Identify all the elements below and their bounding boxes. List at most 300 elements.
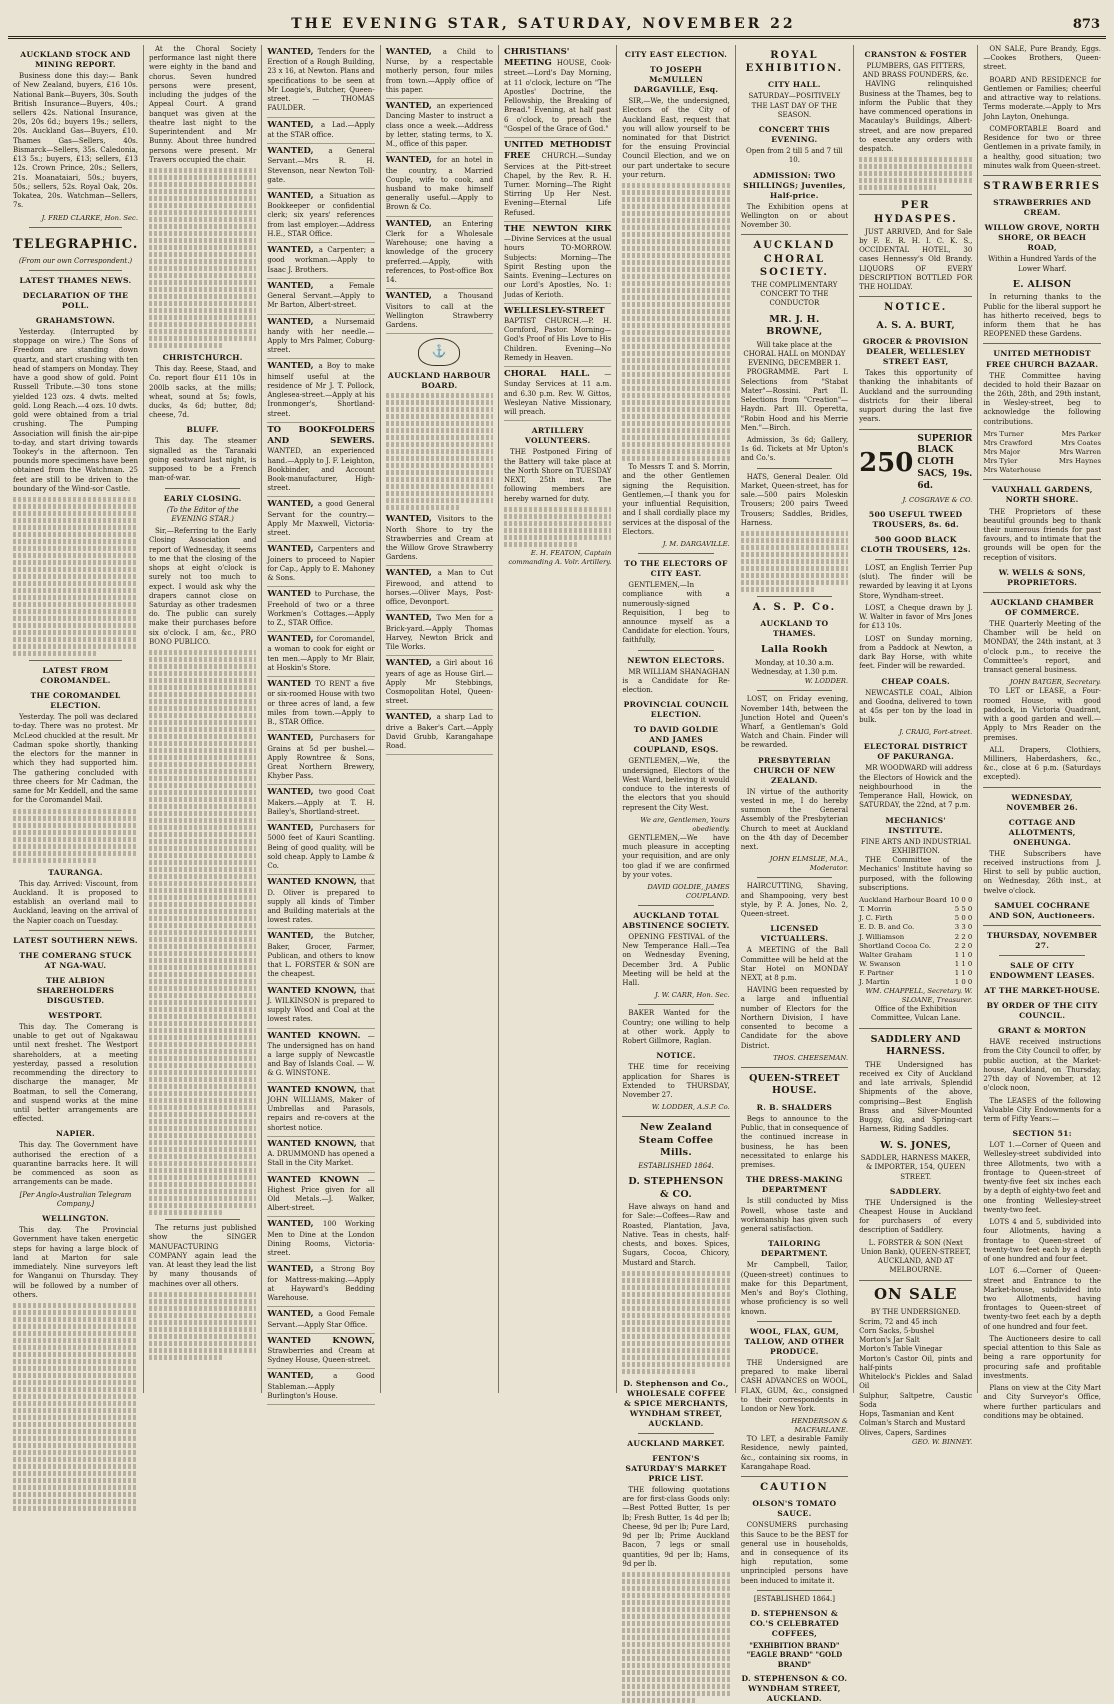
exhibition-office: Office of the Exhibition Committee, Vulcan Lane. <box>871 1005 961 1023</box>
subscription-amount: 10 0 0 <box>950 896 973 905</box>
city-east-addressee: TO JOSEPH McMULLEN DARGAVILLE, Esq. <box>633 65 719 95</box>
black-trousers-ad: 500 GOOD BLACK CLOTH TROUSERS, 12s. <box>860 534 971 554</box>
concert-heading: CONCERT THIS EVENING. <box>758 125 831 145</box>
ad-text: a Good Female Servant.—Apply Star Office. <box>267 1310 375 1329</box>
ad-lead: WANTED, <box>385 47 443 57</box>
coromandel-report: Yesterday. The poll was declared to-day. There was no protest. Mr McLeod chuckled at the result. Mr Cadman spoke shortly, thanking the electors for the manner in which they had supported him. The gathering concluded with three cheers for Mr Cadman, the same for Mr Keddell, and the same for the Coromandel Mail. <box>13 713 138 805</box>
binney-signature: GEO. W. BINNEY. <box>912 1437 973 1446</box>
ad-text: a Boy to make himself useful at the residence of Mr J. T. Pollock, Anglesea-street.—Apply at his Ironmonger's, Shortland-street. <box>267 362 375 418</box>
alison-name: E. ALISON <box>1012 278 1072 290</box>
asp-route: AUCKLAND TO THAMES. <box>760 619 829 639</box>
classified-ad <box>267 587 374 632</box>
market-prices: THE following quotations are for first-class Goods only:—Best Potted Butter, 1s per lb; Fresh Butter, 1s 4d per lb; Cheese, 9d per lb; Pure Lard, 9d per lb; Prime Auckland Bacon, 7 legs or small quantities, 9d per lb; Hams, 9d per lb. <box>622 1485 730 1568</box>
classified-ad <box>386 566 493 611</box>
bazaar-text: THE Committee having decided to hold their Bazaar on the 26th, 28th, and 29th instant, in Wesley-street, beg to acknowledge the following contributions. <box>983 371 1102 426</box>
endowment-heading: SALE OF CITY ENDOWMENT LEASES. <box>989 961 1095 981</box>
forster-signature: L. FORSTER & SON (Next Union Bank), QUEEN-STREET, AUCKLAND, AND AT MELBOURNE. <box>860 1238 971 1275</box>
poll-heading: DECLARATION OF THE POLL. <box>22 290 129 310</box>
city-east-heading: CITY EAST ELECTION. <box>624 50 728 59</box>
ad-lead: WANTED KNOWN. <box>267 1030 368 1041</box>
coffee-brands: "EXHIBITION BRAND" "EAGLE BRAND" "GOLD BRAND" <box>746 1641 843 1669</box>
ad-lead: UNITED METHODIST FREE <box>504 140 612 162</box>
chamber-text: THE Quarterly Meeting of the Chamber will be held on MONDAY, the 24th instant, at 3 o'clock p.m., to receive the Committee's report, and transact general business. <box>983 619 1102 675</box>
telegraphic-heading: TELEGRAPHIC. <box>13 236 139 252</box>
artillery-heading: ARTILLERY VOLUNTEERS. <box>524 426 591 446</box>
ad-lead: WANTED <box>267 589 315 600</box>
on-sale-item: Olives, Capers, Sardines <box>859 1428 947 1437</box>
subscriber-name: F. Partner <box>859 968 894 977</box>
board-ad: BOARD AND RESIDENCE for Gentlemen or Families; cheerful and attractive way to relations. Terms moderate.—Apply to Mrs John Layton, Onehunga. <box>983 75 1102 121</box>
ad-text: that J. WILKINSON is prepared to supply Wood and Coal at the lowest rates. <box>267 986 375 1024</box>
royal-note: The Exhibition opens at Wellington on or about November 30. <box>740 202 849 230</box>
on-sale-item: Corn Sacks, 5-bushel <box>859 1326 935 1335</box>
subscription-amount: 1 0 0 <box>954 978 973 987</box>
subscriber-name: Auckland Harbour Board <box>859 896 947 905</box>
ad-text: that JOHN WILLIAMS, Maker of Umbrellas and Parasols, repairs and re-covers at the shortest notice. <box>267 1085 375 1132</box>
ad-text: that A. DRUMMOND has opened a Stall in the City Market. <box>267 1139 375 1168</box>
ad-lead: WANTED, <box>267 823 320 834</box>
classified-ad <box>267 315 374 360</box>
wells-signature: W. WELLS & SONS, PROPRIETORS. <box>998 567 1086 587</box>
classified-ad <box>267 189 374 243</box>
ad-lead: WANTED, <box>267 191 320 201</box>
candidate-notice: HAVING been requested by a large and influential number of Electors for the Northern Division, I have consented to become a Candidate for the above District. <box>740 986 849 1050</box>
signatory-list <box>622 183 729 461</box>
classified-ad <box>386 611 493 656</box>
classified-ad <box>267 1307 374 1333</box>
ad-lead: WANTED, <box>385 218 443 229</box>
ad-text: a Nursemaid handy with her needle.—Apply to Mrs Palmer, Coburg-street. <box>267 317 375 355</box>
ad-lead: WANTED, <box>267 280 330 291</box>
ad-lead: WANTED KNOWN, <box>267 877 361 888</box>
mechanics-heading: MECHANICS' INSTITUTE. <box>885 815 947 835</box>
city-hall-heading: CITY HALL. <box>768 80 821 90</box>
subscription-row <box>859 905 972 914</box>
tailoring-heading: TAILORING DEPARTMENT. <box>760 1239 828 1259</box>
alison-text: In returning thanks to the Public for the liberal support he has hitherto received, begs to inform them that he has REOPENED these Gardens. <box>983 293 1102 339</box>
ad-lead: WANTED, <box>267 119 322 130</box>
classified-ad <box>267 1137 374 1173</box>
provincial-requisition: GENTLEMEN,—We, the undersigned, Electors of the West Ward, believing it would conduce to the interests of the electors that you should represent the City West. <box>622 757 730 812</box>
ad-text: —Highest Price given for all Old Metals.—J. Walker, Albert-street. <box>267 1175 375 1213</box>
classified-ad <box>267 875 374 929</box>
candidate-signature: THOS. CHEESEMAN. <box>773 1053 849 1062</box>
ad-text: an Entering Clerk for a Wholesale Warehouse; one having a knowledge of the grocery preferred.—Apply, with references, to Post-office Box 14. <box>385 219 494 285</box>
classified-ad <box>267 984 374 1029</box>
classified-ad <box>386 512 493 566</box>
subscriber-name: Shortland Cocoa Co. <box>859 941 932 950</box>
classified-ad <box>267 497 374 542</box>
ad-text: a Good Stableman.—Apply Burlington's House. <box>267 1372 375 1400</box>
vauxhall-text: THE Proprietors of these beautiful grounds beg to thank their numerous friends for past favours, and to intimate that the grounds will be open for the reception of visitors. <box>983 507 1102 562</box>
column-6 <box>617 45 735 1568</box>
established-note: [ESTABLISHED 1864.] <box>753 1594 835 1603</box>
bazaar-lady-row <box>983 466 1101 475</box>
westport-heading: WESTPORT. <box>48 1010 103 1020</box>
mechanics-signature: WM. CHAPPELL, Secretary. W. SLOANE, Treasurer. <box>865 987 973 1005</box>
ad-lead: WANTED KNOWN, <box>267 1138 361 1149</box>
page-number: 873 <box>1072 17 1100 32</box>
caution-text: CONSUMERS purchasing this Sauce to be the BEST for general use in households, and in consequence of its high reputation, some unprincipled persons have been induced to imitate it. <box>740 1521 849 1585</box>
classified-ad <box>504 222 611 304</box>
columns <box>8 45 1106 1703</box>
ad-text: a Man to Cut Firewood, and attend to horses.—Oliver Mays, Post-office, Devonport. <box>385 569 494 607</box>
artillery-notice: THE Postponed Firing of the Battery will take place at the North Shore on TUESDAY NEXT, 25th inst. The following members are hereby warned for duty. <box>504 448 612 503</box>
royal-exhibition-heading: ROYAL EXHIBITION. <box>745 50 844 75</box>
coffee-mills-text: Have always on hand and for Sale:—Coffees—Raw and Roasted, Plantation, Java, Native. Teas in chests, half-chests, and boxes. Spices, Sugars, Cocoa, Chicory, Mustard and Starch. <box>622 1203 730 1267</box>
asp-signature: W. LODDER. <box>804 677 849 686</box>
c4-bottom-ads <box>386 512 493 755</box>
classified-ad <box>504 304 611 367</box>
city-east-requisition: SIR,—We, the undersigned, Electors of the City of Auckland East, request that you will allow yourself to be nominated for that District for the ensuing Provincial Council Election, and we on our part undertake to secure your return. <box>622 97 730 179</box>
subscriber-name: J. Martin <box>859 978 890 987</box>
abstinence-notice: OPENING FESTIVAL of the New Temperance Hall.—Tea on Wednesday Evening, December 3rd. A Public Meeting will be held at the Hall. <box>622 932 730 988</box>
ad-lead: WANTED, <box>267 634 317 645</box>
saddlery2-text: THE Undersigned is the Cheapest House in Auckland for purchasers of every description of Saddlery. <box>859 1198 973 1235</box>
newton-notice: MR WILLIAM SHANAGHAN is a Candidate for Re-election. <box>622 667 730 695</box>
subscription-amount: 1 1 0 <box>954 968 973 977</box>
christchurch-heading: CHRISTCHURCH. <box>162 353 243 363</box>
coromandel-election-heading: THE COROMANDEL ELECTION. <box>30 691 121 711</box>
choral-heading: AUCKLAND CHORAL SOCIETY. <box>753 240 836 278</box>
ad-lead: WANTED, <box>267 245 319 256</box>
classified-ad <box>267 1083 374 1137</box>
ad-lead: WANTED KNOWN <box>267 1174 368 1185</box>
abstinence-signature: J. W. CARR, Hon. Sec. <box>655 991 730 1000</box>
subscription-row <box>859 969 972 978</box>
classified-ad <box>267 821 374 875</box>
column-7 <box>736 45 854 1703</box>
bazaar-lady: Mrs Crawford <box>983 439 1033 448</box>
bazaar-lady: Mrs Warren <box>1059 448 1102 457</box>
willow-sub: Within a Hundred Yards of the Lower Wharf. <box>988 255 1097 273</box>
on-sale-item: Scrim, 72 and 45 inch <box>859 1317 938 1326</box>
vauxhall-heading: VAUXHALL GARDENS, NORTH SHORE. <box>991 485 1093 505</box>
ad-text: Carpenters and Joiners to proceed to Napier for Cap., Apply to E. Mahoney & Sons. <box>267 545 375 583</box>
ad-text: to Purchase, the Freehold of two or a three Workmen's Cottages.—Apply to Z., STAR Office. <box>267 590 375 627</box>
jones-name: W. S. JONES, <box>880 1139 952 1151</box>
subscriber-name: J. Williamson <box>859 932 905 941</box>
bazaar-ladies <box>983 430 1101 476</box>
subscription-row <box>859 933 972 942</box>
classified-ad <box>267 785 374 821</box>
on-sale-item: Hops, Tasmanian and Kent <box>859 1410 955 1419</box>
newspaper-title: THE EVENING STAR, SATURDAY, NOVEMBER 22 <box>291 16 796 32</box>
grant-morton-heading: GRANT & MORTON <box>998 1026 1087 1036</box>
cranston-heading: CRANSTON & FOSTER <box>864 50 967 59</box>
subscription-row <box>859 951 972 960</box>
bluff-report: This day. The steamer signalled as the Taranaki going eastward last night, is supposed to be a French man-of-war. <box>149 437 257 483</box>
ad-text: Purchasers for 5000 feet of Kauri Scantling. Being of good quality, will be sold cheap. Apply to Lambe & Co. <box>267 824 375 871</box>
on-sale-item: Whitelock's Pickles and Salad Oil <box>859 1373 973 1391</box>
text-filler <box>859 157 972 190</box>
early-closing-heading: EARLY CLOSING. <box>163 493 242 503</box>
bazaar-lady-row <box>983 448 1101 457</box>
ad-lead: WANTED, <box>385 712 437 723</box>
stock-heading: AUCKLAND STOCK AND MINING REPORT. <box>20 50 131 70</box>
comfortable-ad: COMFORTABLE Board and Residence for two or three Gentlemen in a private family, in a healthy, good situation; two minutes walk from Queen-street. <box>983 124 1102 170</box>
strawberries-heading: STRAWBERRIES <box>983 181 1102 193</box>
text-filler <box>741 531 848 592</box>
on-sale-item: Morton's Table Vinegar <box>859 1345 943 1354</box>
market-heading: AUCKLAND MARKET. <box>627 1438 725 1448</box>
ad-lead: WANTED, <box>267 544 318 555</box>
subscription-amount: 5 5 0 <box>954 905 973 914</box>
woodward-notice: MR WOODWARD will address the Electors of Howick and the neighbourhood in the Temperance Hall, Howick, on SATURDAY, the 22nd, at 7 p.m. <box>859 764 973 810</box>
classified-ad <box>386 153 493 216</box>
wool-signature: HENDERSON & MACFARLANE. <box>791 1417 849 1435</box>
ad-lead: WANTED, <box>267 931 324 942</box>
singer-notice: The returns just published show the SINGER MANUFACTURING COMPANY again lead the van. At least they lead the list by many thousands of machines over all others. <box>149 1224 257 1288</box>
ad-lead: TO BOOKFOLDERS AND SEWERS. <box>267 424 375 447</box>
wellington-heading: WELLINGTON. <box>42 1214 109 1224</box>
ad-lead: WANTED, <box>385 101 437 112</box>
harbour-board-heading: AUCKLAND HARBOUR BOARD. <box>387 371 491 391</box>
drapers-notice: ALL Drapers, Clothiers, Milliners, Haberdashers, &c., &c., close at 6 p.m. (Saturdays excepted). <box>983 745 1102 782</box>
ad-text: a Girl about 16 years of age as House Girl.—Apply Mr Stebbings, Cosmopolitan Hotel, Queen-street. <box>385 659 494 706</box>
shalders-text: Begs to announce to the Public, that in consequence of the continued increase in business, he has been necessitated to enlarge his premises. <box>740 1114 849 1170</box>
royal-sub: SATURDAY—POSITIVELY THE LAST DAY OF THE SEASON. <box>748 92 841 119</box>
c4-top-ads <box>386 45 493 334</box>
press-association: [Per Anglo-Australian Telegram Company.] <box>19 1190 132 1208</box>
classified-ad <box>267 45 374 118</box>
column-1 <box>8 45 144 1393</box>
column-8 <box>854 45 978 1446</box>
ad-lead: WANTED, <box>267 1264 321 1275</box>
city-east-reply: To Messrs T. and S. Morrin, and the other Gentlemen signing the Requisition. Gentlemen,—I thank you for your influential Requisition, and I shall cordially place my services at the disposal of the Electors. <box>622 463 730 536</box>
ad-lead: CHRISTIANS' MEETING <box>504 47 570 69</box>
electors-address: GENTLEMEN,—In compliance with a numerously-signed Requisition, I beg to announce myself as a Candidate for election. Yours, faithfully, <box>622 581 730 645</box>
masthead <box>8 6 1106 39</box>
ad-text: Strawberries and Cream at Sydney House, Queen-street. <box>267 1346 375 1365</box>
ad-text: Purchasers for Grains at 5d per bushel.—Apply Rowntree & Sons, Great Northern Brewery, Khyber Pass. <box>267 734 375 781</box>
ad-text: a General Servant.—Mrs R. H. Stevenson, near Newton Toll-gate. <box>267 147 375 184</box>
provincial-signature: We are, Gentlemen, Yours obediently. <box>640 815 730 833</box>
haircutting-ad: HAIRCUTTING, Shaving, and Shampooing, very best style, by P. A. Jones, No. 2, Queen-street. <box>740 882 849 919</box>
ad-lead: WELLESLEY-STREET <box>504 305 605 316</box>
classified-ad <box>267 1262 374 1307</box>
church-notices <box>504 45 611 421</box>
text-filler <box>386 393 493 510</box>
caution-sub: OLSON'S TOMATO SAUCE. <box>752 1499 837 1519</box>
ad-text: for an hotel in the country, a Married Couple, wife to cook, and husband to make himself generally useful.—Apply to Brown & Co. <box>385 156 494 212</box>
plans-note: Plans on view at the City Mart and City Surveyor's Office, where further particulars and conditions may be obtained. <box>983 1384 1102 1420</box>
choral-admission: Admission, 3s 6d; Gallery, 1s 6d. Tickets at Mr Upton's and Co.'s. <box>740 436 849 463</box>
ad-text: Tenders for the Erection of a Rough Building, 23 x 16, at Newton. Plans and specifications to be seen at Mr Loagie's, Butcher, Queen-street. — THOMAS FAULDER. <box>267 48 375 113</box>
ad-text: a good General Servant for the country.—Apply Mr Maxwell, Victoria-street. <box>267 500 375 538</box>
bazaar-heading: UNITED METHODIST FREE CHURCH BAZAAR. <box>986 349 1099 369</box>
on-sale-item: Morton's Castor Oil, pints and half-pints <box>859 1354 973 1372</box>
text-filler <box>149 1292 256 1360</box>
cottage-heading: COTTAGE AND ALLOTMENTS, ONEHUNGA. <box>1008 817 1076 847</box>
classified-ad <box>504 45 611 138</box>
tauranga-report: This day. Arrived: Viscount, from Auckland. It is proposed to establish an overland mail to Auckland, leaving on the arrival of the Napier coach on Tuesday. <box>13 879 138 925</box>
ad-text: a Lad.—Apply at the STAR office. <box>267 120 375 139</box>
classified-ad <box>267 279 374 315</box>
coffee-mills-address: D. Stephenson and Co., WHOLESALE COFFEE & SPICE MERCHANTS, WYNDHAM STREET, AUCKLAND. <box>623 1378 729 1428</box>
classified-ad <box>267 1029 374 1083</box>
coals-heading: CHEAP COALS. <box>881 676 950 686</box>
text-filler <box>13 809 138 863</box>
stephenson-name: D. STEPHENSON & CO. <box>628 1176 724 1200</box>
stock-signature: J. FRED CLARKE, Hon. Sec. <box>41 213 138 222</box>
column-2 <box>144 45 262 1393</box>
telegraphic-sub: (From our own Correspondent.) <box>18 256 133 265</box>
council-order: BY ORDER OF THE CITY COUNCIL. <box>986 1001 1098 1021</box>
wool-heading: WOOL, FLAX, GUM, TALLOW, AND OTHER PRODUCE. <box>744 1326 845 1356</box>
lot-entry: LOTS 4 and 5, subdivided into four Allotments, having a frontage to Queen-street of twenty-two feet each by a depth of one hundred and four feet. <box>983 1218 1102 1264</box>
choral-report: At the Choral Society performance last night there were eighty in the band and chorus. Seven hundred persons were present, including the judges of the Appeal Court. A grand banquet was given at the theatre last night to the Superintendent and Mr Bunny. About three hundred persons were present. Mr Travers occupied the chair. <box>149 45 257 164</box>
bazaar-lady: Mrs Waterhouse <box>983 466 1041 475</box>
text-filler <box>504 507 611 547</box>
classified-ad <box>267 677 374 731</box>
batger-signature: JOHN BATGER, Secretary. <box>1009 678 1102 687</box>
ad-text: two good Coat Makers.—Apply at T. H. Bailey's, Shortland-street. <box>267 788 375 816</box>
asp-steamer: Lalla Rookh <box>760 644 828 656</box>
coffee-mills-established: ESTABLISHED 1864. <box>638 1161 714 1170</box>
ad-lead: WANTED, <box>267 733 320 744</box>
text-filler <box>13 497 138 656</box>
cochrane-signature: SAMUEL COCHRANE AND SON, Auctioneers. <box>989 900 1096 920</box>
brandy-ad: ON SALE, Pure Brandy, Eggs. —Cookes Brothers, Queen-street. <box>983 45 1102 72</box>
bazaar-lady: Mrs Parker <box>1061 429 1102 438</box>
coffee-mills-heading: New Zealand Steam Coffee Mills. <box>638 1122 714 1159</box>
lot-entry: LOT 1.—Corner of Queen and Wellesley-street subdivided into three Allotments, two with a frontage to Queen-street of twenty-five feet six inches each by a depth of eighty-two feet and one fronting Wellesley-street twenty-two feet. <box>983 1141 1102 1214</box>
saddlery-text: THE Undersigned has received ex City of Auckland and late arrivals, Splendid Shipments of the above, comprising—Best English Brass and Silver-Mounted Buggy, Gig, and Spring-cart Harness, Riding Saddles. <box>859 1060 973 1134</box>
notice-heading: NOTICE. <box>656 1051 696 1061</box>
bazaar-lady: Mrs Tyler <box>983 457 1018 466</box>
lost-watch: LOST, on Friday evening, November 14th, between the Junction Hotel and Queen's Wharf, a Gentleman's Gold Watch and Chain. Finder will be rewarded. <box>740 695 849 750</box>
market-sub: FENTON'S SATURDAY'S MARKET PRICE LIST. <box>625 1453 727 1483</box>
choral-venue: Will take place at the CHORAL HALL on MONDAY EVENING, DECEMBER 1. <box>743 340 846 368</box>
ad-text: —Divine Services at the usual hours TO-MORROW. Subjects: Morning—The Spirit Resting upon the Saints. Evening—Lectures on our Lord's Apostles, No. 1: Judas of Kerioth. <box>504 235 612 299</box>
city-east-signature: J. M. DARGAVILLE. <box>662 540 730 549</box>
ad-lead: THE NEWTON KIRK <box>504 223 612 234</box>
classified-ad <box>386 99 493 153</box>
to-let-lease: TO LET or LEASE, a Four-roomed House, with good paddock, in Victoria Quadrant, with a good garden and well.—Apply to Mrs Reader on the premises. <box>983 687 1102 742</box>
mechanics-text: THE Committee of the Mechanics' Institute having so purposed, with the following subscriptions. <box>859 856 973 892</box>
classified-ad <box>386 217 493 290</box>
classified-ad <box>267 929 374 983</box>
thames-report: Yesterday. (Interrupted by stoppage on wire.) The Sons of Freedom are standing down quartz, and start crushing with ten head of stampers on Monday. They have a good show of gold. Point Russell Tribute.—30 tons stone yielded 123 ozs. 4 dwts. melted gold. Long Reach.—4 ozs. 10 dwts. gold were obtained from a trial crushing. The Pumping Association will finish the air-pipe to-day, and start driving towards Tookey's in the afternoon. Ten pounds more specimens have been obtained from the Watchman. 25 feet are still to be driven to the boundary of the Wind-sor Castle. <box>13 327 138 493</box>
subscriber-name: Walter Graham <box>859 950 913 959</box>
column-9 <box>978 45 1106 1420</box>
ad-lead: WANTED, <box>267 499 318 510</box>
choral-programme: PROGRAMME. Part I. Selections from "Stabat Mater"—Rossini. Part II. Selections from "Creation"—Haydn. Part III. Operetta, "Robin Hood and his Merrie Men."—Birch. <box>740 368 849 432</box>
subscription-amount: 1 1 0 <box>954 950 973 959</box>
ad-lead: WANTED, <box>267 1219 323 1230</box>
victuallers-notice: A MEETING of the Ball Committee will be held at the Star Hotel on MONDAY NEXT, at 8 p.m. <box>740 946 849 983</box>
sacs-ad <box>859 434 972 493</box>
bluff-heading: BLUFF. <box>186 425 219 435</box>
sacs-text: SUPERIOR BLACK CLOTH SACS, 19s. 6d. <box>917 433 973 492</box>
presbyterian-signature: JOHN ELMSLIE, M.A., Moderator. <box>769 855 849 873</box>
subscription-row <box>859 896 972 905</box>
saddlery-heading: SADDLERY. <box>889 1186 942 1196</box>
subscriber-name: J. C. Firth <box>859 914 893 923</box>
ad-text: a Situation as Bookkeeper or confidential clerk; six years' references from last employer.—Address H.E., STAR Office. <box>267 192 375 238</box>
stephenson-signature: D. STEPHENSON & CO. WYNDHAM STREET, AUCKLAND. <box>741 1673 848 1703</box>
shares-notice: THE time for receiving application for Shares is Extended to THURSDAY, November 27. <box>622 1063 730 1099</box>
classified-ad <box>267 542 374 587</box>
albion-heading: THE ALBION SHAREHOLDERS DISGUSTED. <box>36 975 115 1005</box>
westport-report: This day. The Comerang is unable to get out of Ngakawau until next freshet. The Westport shareholders, at a meeting yesterday, passed a resolution recommending the directory to discharge the manager, Mr Boatman, to sell the Comerang, and suspend works at the mine until better arrangements are effected. <box>13 1022 138 1124</box>
classified-ad <box>386 656 493 710</box>
bazaar-lady-row <box>983 439 1101 448</box>
grahamstown-heading: GRAHAMSTOWN. <box>35 315 116 325</box>
on-sale-item: Colman's Starch and Mustard <box>859 1419 966 1428</box>
ad-text: a Strong Boy for Mattress-making.—Apply at Hayward's Bedding Warehouse. <box>267 1265 375 1303</box>
saddlery-harness-heading: SADDLERY AND HARNESS. <box>870 1033 961 1058</box>
ad-lead: WANTED, <box>385 613 437 624</box>
pakuranga-heading: ELECTORAL DISTRICT OF PAKURANGA. <box>863 742 968 762</box>
ad-text: WANTED, an experienced hand.—Apply to J. F. Leighton, Bookbinder, and Account Book-manufacturer, High-street. <box>267 447 375 493</box>
cranston-sub: PLUMBERS, GAS FITTERS, AND BRASS FOUNDERS, &c. <box>862 62 969 80</box>
on-sale-sub: BY THE UNDERSIGNED. <box>870 1308 961 1317</box>
comerang-heading: THE COMERANG STUCK AT NGA-WAU. <box>19 950 132 970</box>
section-heading: SECTION 51: <box>1012 1129 1072 1139</box>
napier-heading: NAPIER. <box>56 1129 95 1139</box>
classified-ad <box>386 289 493 334</box>
on-sale-items <box>859 1318 972 1438</box>
ad-lead: WANTED KNOWN, <box>267 985 361 996</box>
ad-lead: WANTED, <box>385 291 444 302</box>
ad-lead: WANTED, <box>385 658 437 669</box>
provincial-addressee: TO DAVID GOLDIE AND JAMES COUPLAND, ESQS. <box>633 725 719 755</box>
ad-lead: WANTED, <box>385 568 438 579</box>
tauranga-heading: TAURANGA. <box>48 867 103 877</box>
thursday-heading: THURSDAY, NOVEMBER 27. <box>986 930 1098 950</box>
grant-morton-leases: The LEASES of the following Valuable City Endowments for a term of Fifty Years:— <box>983 1096 1102 1123</box>
classified-ad <box>386 710 493 755</box>
ad-text: HOUSE, Cook-street.—Lord's Day Morning, at 11 o'clock, lecture on "The Apostles' Doctrine, the Fellowship, the Breaking of Bread." Evening, at half past 6 o'clock, to preach the "Gospel of the Grace of God." <box>504 59 612 133</box>
subscription-amount: 2 2 0 <box>954 941 973 950</box>
ad-text: —Sunday Services at 11 a.m. and 6.30 p.m. Rev. W. Gittos, Wesleyan Native Missionary, will preach. <box>504 370 612 417</box>
asp-heading: A. S. P. Co. <box>752 602 837 614</box>
queen-street-house-heading: QUEEN-STREET HOUSE. <box>749 1072 840 1097</box>
tailoring-text: Mr Campbell, Tailor, (Queen-street) continues to make for this Department, Men's and Boy's Clothing, whose proficiency is so well known. <box>740 1261 849 1316</box>
baker-wanted: BAKER Wanted for the Country; one willing to help at other work. Apply to Robert Gillmore, Raglan. <box>622 1009 730 1046</box>
presbyterian-heading: PRESBYTERIAN CHURCH OF NEW ZEALAND. <box>753 755 836 785</box>
choral-sub: THE COMPLIMENTARY CONCERT TO THE CONDUCTOR <box>751 280 838 308</box>
text-filler <box>149 168 256 348</box>
ad-lead: WANTED, <box>267 146 329 157</box>
subscription-row <box>859 978 972 987</box>
willow-grove: WILLOW GROVE, NORTH SHORE, OR BEACH ROAD, <box>984 223 1100 253</box>
column-5 <box>499 45 617 1393</box>
subscription-row <box>859 914 972 923</box>
subscriber-name: W. Swanson <box>859 959 901 968</box>
classified-ad <box>267 1173 374 1218</box>
ad-text: BAPTIST CHURCH.—P. H. Cornford, Pastor. Morning—God's Proof of His Love to His Children. Evening—No Remedy in Heaven. <box>504 317 612 362</box>
grant-morton-text: HAVE received instructions from the City Council to offer, by public auction, at the Market-house, Auckland, on Thursday, 27th day of November, at 12 o'clock noon, <box>983 1038 1102 1093</box>
trousers-ad: 500 USEFUL TWEED TROUSERS, 8s. 6d. <box>868 509 963 529</box>
text-filler <box>149 650 256 1215</box>
classified-ad <box>267 1217 374 1262</box>
ad-lead: WANTED KNOWN, <box>267 1084 361 1095</box>
coromandel-heading: LATEST FROM COROMANDEL. <box>40 666 111 686</box>
text-filler <box>622 1271 729 1374</box>
cosgrave-signature: J. COSGRAVE & CO. <box>902 495 973 504</box>
napier-report: This day. The Government have authorised the erection of a quarantine barracks here. It will be commenced as soon as arrangements can be made. <box>13 1141 138 1187</box>
subscription-row <box>859 960 972 969</box>
ad-lead: WANTED, <box>385 155 437 166</box>
provincial-heading: PROVINCIAL COUNCIL ELECTION. <box>623 700 729 720</box>
goldie-reply: GENTLEMEN,—We have much pleasure in accepting your requisition, and are only too glad if we are confirmed by your votes. <box>622 833 730 879</box>
dressmaking-text: Is still conducted by Miss Powell, whose taste and workmanship has given such general satisfaction. <box>740 1197 849 1234</box>
classified-ad <box>504 138 611 222</box>
electors-heading: TO THE ELECTORS OF CITY EAST. <box>624 559 728 579</box>
